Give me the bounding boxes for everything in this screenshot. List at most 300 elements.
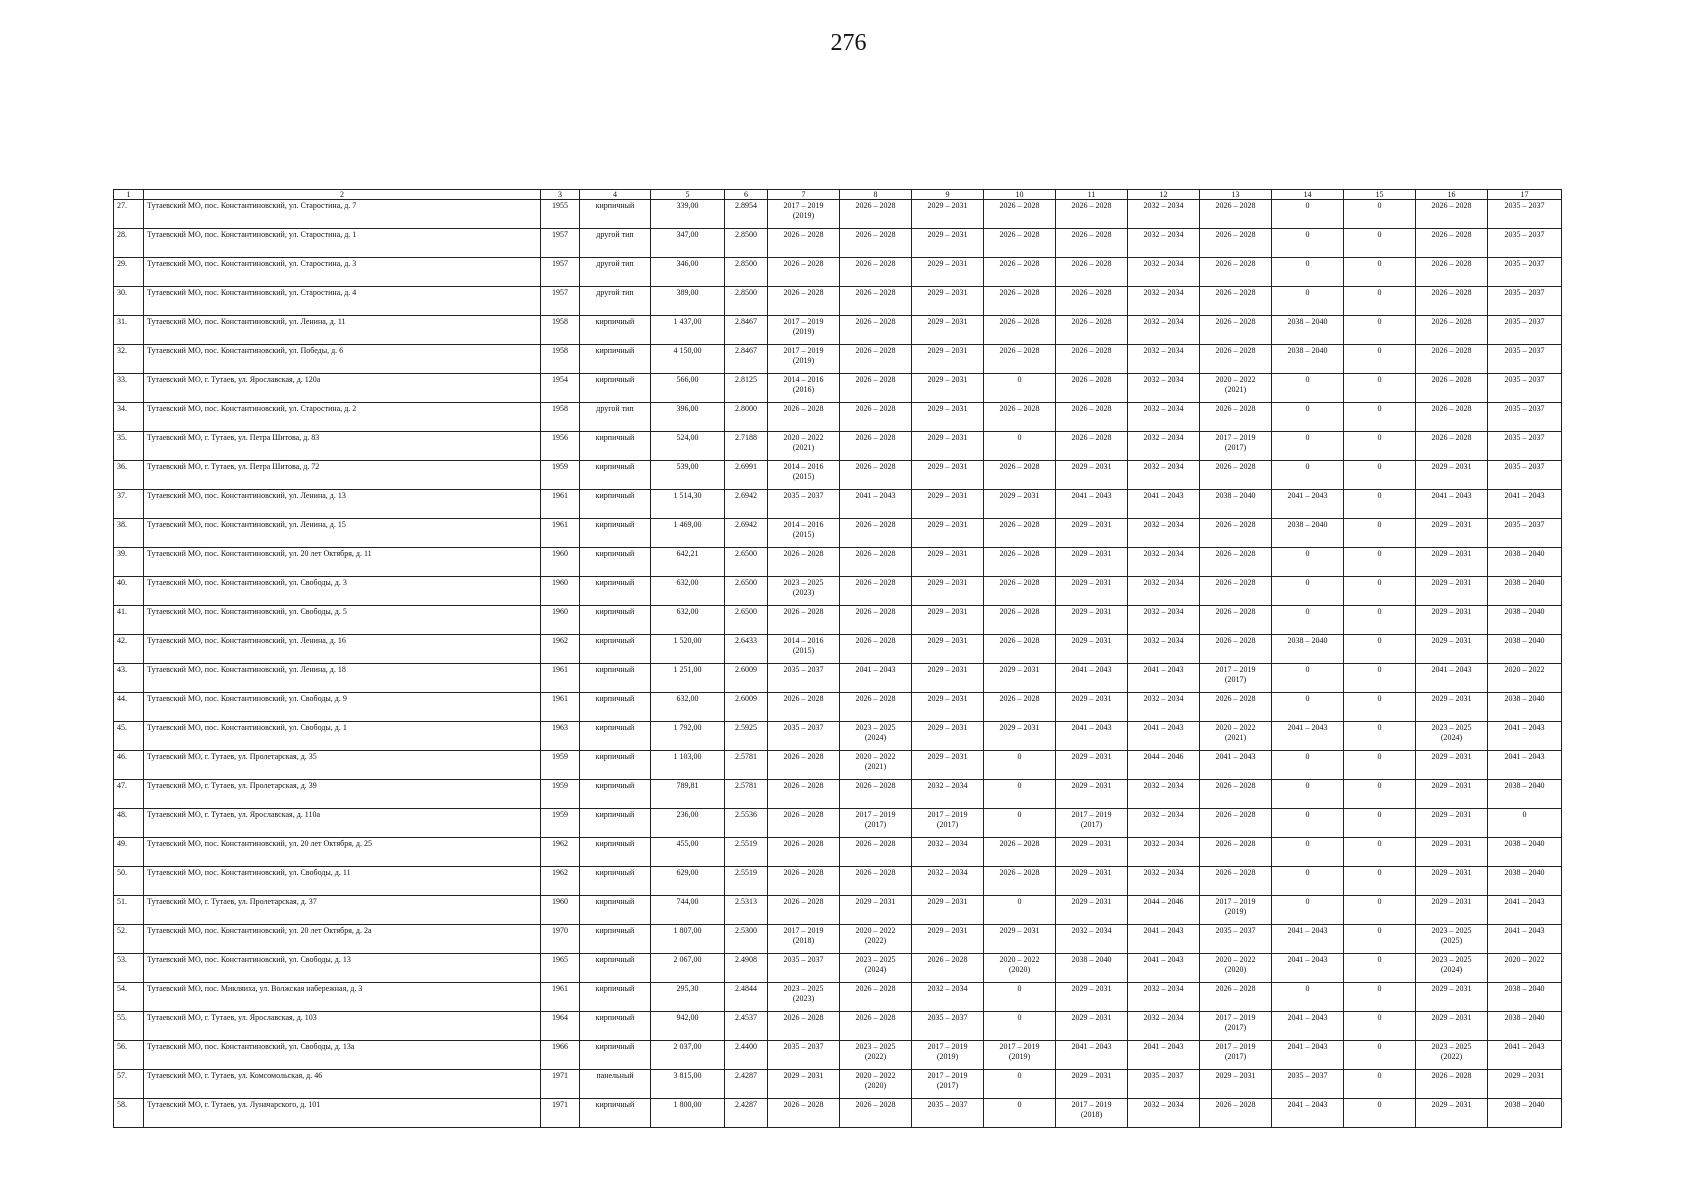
table-cell: 2026 – 2028 bbox=[1416, 287, 1488, 316]
table-cell: 2.6500 bbox=[725, 606, 768, 635]
table-cell: 2026 – 2028 bbox=[840, 403, 912, 432]
table-cell: 2041 – 2043 bbox=[1416, 490, 1488, 519]
table-cell: 2032 – 2034 bbox=[1128, 1012, 1200, 1041]
table-cell: 1 520,00 bbox=[651, 635, 725, 664]
table-cell: 2026 – 2028 bbox=[840, 432, 912, 461]
table-cell: 2026 – 2028 bbox=[840, 693, 912, 722]
table-cell: 0 bbox=[984, 983, 1056, 1012]
table-cell: 0 bbox=[1272, 229, 1344, 258]
table-cell: кирпичный bbox=[580, 867, 651, 896]
table-cell: 2032 – 2034 bbox=[1128, 432, 1200, 461]
table-cell: 2032 – 2034 bbox=[1128, 867, 1200, 896]
table-cell: 566,00 bbox=[651, 374, 725, 403]
table-row bbox=[114, 374, 1562, 403]
table-cell: другой тип bbox=[580, 403, 651, 432]
table-cell: 1971 bbox=[541, 1070, 580, 1099]
table-cell: 0 bbox=[1344, 954, 1416, 983]
table-cell: кирпичный bbox=[580, 838, 651, 867]
table-cell: 2032 – 2034 bbox=[1056, 925, 1128, 954]
table-cell: 2035 – 2037 bbox=[768, 722, 840, 751]
table-cell: 2041 – 2043 bbox=[1488, 751, 1562, 780]
table-cell: 2038 – 2040 bbox=[1488, 693, 1562, 722]
table-cell: 0 bbox=[1272, 461, 1344, 490]
table-cell: 2032 – 2034 bbox=[1128, 258, 1200, 287]
table-cell: 0 bbox=[1344, 287, 1416, 316]
page-number: 276 bbox=[830, 30, 867, 56]
table-cell: 2020 – 2022 (2021) bbox=[840, 751, 912, 780]
table-cell: 2038 – 2040 bbox=[1488, 548, 1562, 577]
table-cell: 2026 – 2028 bbox=[1200, 548, 1272, 577]
table-cell: 0 bbox=[1272, 577, 1344, 606]
table-cell: 2029 – 2031 bbox=[1056, 751, 1128, 780]
table-cell: 2041 – 2043 bbox=[840, 664, 912, 693]
table-cell: 2026 – 2028 bbox=[840, 548, 912, 577]
row-number-cell: 37. bbox=[114, 490, 144, 519]
table-cell: 2035 – 2037 bbox=[768, 664, 840, 693]
table-cell: 2029 – 2031 bbox=[912, 722, 984, 751]
table-cell: 2026 – 2028 bbox=[1416, 200, 1488, 229]
table-cell: 2029 – 2031 bbox=[1416, 461, 1488, 490]
address-cell: Тутаевский МО, пос. Константиновский, ул. Свободы, д. 9 bbox=[144, 693, 541, 722]
table-cell: 2026 – 2028 bbox=[840, 983, 912, 1012]
table-cell: 2026 – 2028 bbox=[984, 635, 1056, 664]
table-cell: 2029 – 2031 bbox=[1416, 1012, 1488, 1041]
table-cell: 2035 – 2037 bbox=[1488, 287, 1562, 316]
table-cell: 346,00 bbox=[651, 258, 725, 287]
table-cell: 2041 – 2043 bbox=[1128, 1041, 1200, 1070]
table-cell: 2032 – 2034 bbox=[1128, 838, 1200, 867]
table-cell: 2041 – 2043 bbox=[1128, 722, 1200, 751]
table-cell: 2026 – 2028 bbox=[768, 403, 840, 432]
table-cell: кирпичный bbox=[580, 664, 651, 693]
table-cell: 0 bbox=[984, 1012, 1056, 1041]
table-cell: 2041 – 2043 bbox=[1128, 490, 1200, 519]
table-cell: 2026 – 2028 bbox=[1200, 809, 1272, 838]
table-cell: другой тип bbox=[580, 229, 651, 258]
table-row bbox=[114, 1099, 1562, 1128]
table-cell: 2026 – 2028 bbox=[1200, 780, 1272, 809]
table-cell: 2026 – 2028 bbox=[1200, 345, 1272, 374]
table-cell: 2032 – 2034 bbox=[1128, 316, 1200, 345]
table-cell: кирпичный bbox=[580, 751, 651, 780]
table-cell: 2026 – 2028 bbox=[768, 1012, 840, 1041]
table-cell: 1 800,00 bbox=[651, 1099, 725, 1128]
table-cell: 2026 – 2028 bbox=[768, 1099, 840, 1128]
table-cell: 2.4537 bbox=[725, 1012, 768, 1041]
table-cell: кирпичный bbox=[580, 1099, 651, 1128]
table-cell: 2032 – 2034 bbox=[912, 983, 984, 1012]
table-cell: 0 bbox=[1344, 403, 1416, 432]
row-number-cell: 38. bbox=[114, 519, 144, 548]
address-cell: Тутаевский МО, пос. Константиновский, ул. Свободы, д. 3 bbox=[144, 577, 541, 606]
table-cell: 2026 – 2028 bbox=[840, 838, 912, 867]
table-cell: 1955 bbox=[541, 200, 580, 229]
table-cell: 2014 – 2016 (2015) bbox=[768, 519, 840, 548]
table-cell: 0 bbox=[1272, 548, 1344, 577]
table-cell: 0 bbox=[1272, 664, 1344, 693]
table-cell: 524,00 bbox=[651, 432, 725, 461]
table-cell: 2026 – 2028 bbox=[768, 809, 840, 838]
table-cell: 2032 – 2034 bbox=[912, 867, 984, 896]
table-cell: 0 bbox=[1272, 809, 1344, 838]
row-number-cell: 34. bbox=[114, 403, 144, 432]
row-number-cell: 42. bbox=[114, 635, 144, 664]
table-cell: 2029 – 2031 bbox=[1416, 635, 1488, 664]
table-cell: кирпичный bbox=[580, 374, 651, 403]
table-cell: 2026 – 2028 bbox=[840, 287, 912, 316]
table-cell: 2029 – 2031 bbox=[912, 374, 984, 403]
row-number-cell: 49. bbox=[114, 838, 144, 867]
address-cell: Тутаевский МО, пос. Константиновский, ул. Свободы, д. 13 bbox=[144, 954, 541, 983]
table-cell: 389,00 bbox=[651, 287, 725, 316]
table-cell: 2041 – 2043 bbox=[1056, 490, 1128, 519]
column-header: 4 bbox=[580, 190, 651, 200]
table-cell: 2026 – 2028 bbox=[1200, 867, 1272, 896]
address-cell: Тутаевский МО, г. Тутаев, ул. Пролетарская, д. 35 bbox=[144, 751, 541, 780]
table-row bbox=[114, 345, 1562, 374]
column-header: 5 bbox=[651, 190, 725, 200]
address-cell: Тутаевский МО, г. Тутаев, ул. Комсомольская, д. 46 bbox=[144, 1070, 541, 1099]
table-cell: 2.6433 bbox=[725, 635, 768, 664]
table-cell: 2029 – 2031 bbox=[1416, 519, 1488, 548]
table-cell: 2026 – 2028 bbox=[1200, 693, 1272, 722]
table-cell: 0 bbox=[1344, 896, 1416, 925]
row-number-cell: 48. bbox=[114, 809, 144, 838]
table-cell: 2029 – 2031 bbox=[912, 200, 984, 229]
table-cell: 2014 – 2016 (2015) bbox=[768, 635, 840, 664]
table-cell: 2017 – 2019 (2017) bbox=[912, 1070, 984, 1099]
row-number-cell: 33. bbox=[114, 374, 144, 403]
table-cell: 1957 bbox=[541, 229, 580, 258]
table-cell: кирпичный bbox=[580, 519, 651, 548]
table-cell: 2038 – 2040 bbox=[1488, 1099, 1562, 1128]
table-cell: 0 bbox=[1344, 809, 1416, 838]
table-cell: 2023 – 2025 (2024) bbox=[840, 722, 912, 751]
table-cell: 2041 – 2043 bbox=[1488, 1041, 1562, 1070]
table-cell: 629,00 bbox=[651, 867, 725, 896]
table-row bbox=[114, 664, 1562, 693]
table-cell: 2026 – 2028 bbox=[1056, 229, 1128, 258]
table-row bbox=[114, 258, 1562, 287]
table-cell: 2.6500 bbox=[725, 548, 768, 577]
table-cell: 1 514,30 bbox=[651, 490, 725, 519]
table-cell: 2026 – 2028 bbox=[840, 606, 912, 635]
table-cell: 1958 bbox=[541, 316, 580, 345]
table-cell: 2026 – 2028 bbox=[984, 519, 1056, 548]
table-cell: 2029 – 2031 bbox=[1056, 1012, 1128, 1041]
table-cell: 2035 – 2037 bbox=[912, 1012, 984, 1041]
table-cell: 2041 – 2043 bbox=[1272, 1012, 1344, 1041]
row-number-cell: 36. bbox=[114, 461, 144, 490]
column-header: 16 bbox=[1416, 190, 1488, 200]
table-cell: 0 bbox=[984, 809, 1056, 838]
table-row bbox=[114, 635, 1562, 664]
table-row bbox=[114, 1012, 1562, 1041]
table-cell: 2029 – 2031 bbox=[1056, 867, 1128, 896]
table-cell: 1961 bbox=[541, 519, 580, 548]
table-cell: 2026 – 2028 bbox=[1200, 606, 1272, 635]
column-header: 12 bbox=[1128, 190, 1200, 200]
table-cell: 339,00 bbox=[651, 200, 725, 229]
table-row bbox=[114, 896, 1562, 925]
table-cell: 0 bbox=[1344, 432, 1416, 461]
table-cell: 1954 bbox=[541, 374, 580, 403]
table-row bbox=[114, 432, 1562, 461]
table-cell: 0 bbox=[1488, 809, 1562, 838]
table-cell: 632,00 bbox=[651, 606, 725, 635]
address-cell: Тутаевский МО, пос. Константиновский, ул. Свободы, д. 11 bbox=[144, 867, 541, 896]
table-row bbox=[114, 722, 1562, 751]
table-row bbox=[114, 490, 1562, 519]
table-cell: 2023 – 2025 (2025) bbox=[1416, 925, 1488, 954]
address-cell: Тутаевский МО, г. Тутаев, ул. Пролетарская, д. 39 bbox=[144, 780, 541, 809]
table-cell: 0 bbox=[1272, 780, 1344, 809]
table-cell: кирпичный bbox=[580, 1012, 651, 1041]
address-cell: Тутаевский МО, г. Тутаев, ул. Петра Шитова, д. 72 bbox=[144, 461, 541, 490]
table-cell: 2.5313 bbox=[725, 896, 768, 925]
table-cell: 2044 – 2046 bbox=[1128, 751, 1200, 780]
table-cell: 2041 – 2043 bbox=[1488, 722, 1562, 751]
table-cell: 2029 – 2031 bbox=[912, 548, 984, 577]
table-cell: 0 bbox=[1344, 838, 1416, 867]
column-header: 11 bbox=[1056, 190, 1128, 200]
table-cell: 2032 – 2034 bbox=[1128, 983, 1200, 1012]
table-cell: 2041 – 2043 bbox=[1272, 954, 1344, 983]
row-number-cell: 50. bbox=[114, 867, 144, 896]
table-cell: 2029 – 2031 bbox=[912, 693, 984, 722]
column-header: 13 bbox=[1200, 190, 1272, 200]
table-cell: 2041 – 2043 bbox=[1488, 925, 1562, 954]
table-row bbox=[114, 316, 1562, 345]
row-number-cell: 52. bbox=[114, 925, 144, 954]
table-cell: 0 bbox=[1272, 258, 1344, 287]
table-cell: 2.6991 bbox=[725, 461, 768, 490]
table-cell: 0 bbox=[984, 751, 1056, 780]
table-cell: кирпичный bbox=[580, 548, 651, 577]
table-cell: кирпичный bbox=[580, 490, 651, 519]
table-cell: 2038 – 2040 bbox=[1272, 345, 1344, 374]
table-cell: 2026 – 2028 bbox=[1416, 229, 1488, 258]
table-cell: 2029 – 2031 bbox=[1416, 606, 1488, 635]
table-cell: 2029 – 2031 bbox=[1056, 983, 1128, 1012]
table-cell: 2026 – 2028 bbox=[984, 461, 1056, 490]
table-cell: 2026 – 2028 bbox=[1200, 1099, 1272, 1128]
table-cell: кирпичный bbox=[580, 896, 651, 925]
table-cell: кирпичный bbox=[580, 200, 651, 229]
table-cell: панельный bbox=[580, 1070, 651, 1099]
table-cell: 2026 – 2028 bbox=[768, 867, 840, 896]
table-cell: кирпичный bbox=[580, 345, 651, 374]
table-cell: 2023 – 2025 (2024) bbox=[1416, 954, 1488, 983]
table-cell: 2029 – 2031 bbox=[1056, 635, 1128, 664]
table-cell: 0 bbox=[984, 1099, 1056, 1128]
table-cell: 2029 – 2031 bbox=[912, 606, 984, 635]
table-cell: 2026 – 2028 bbox=[1416, 258, 1488, 287]
table-cell: кирпичный bbox=[580, 693, 651, 722]
table-cell: 2029 – 2031 bbox=[984, 490, 1056, 519]
table-cell: 2026 – 2028 bbox=[984, 606, 1056, 635]
table-cell: 1961 bbox=[541, 983, 580, 1012]
table-cell: 1958 bbox=[541, 345, 580, 374]
table-cell: 2032 – 2034 bbox=[1128, 577, 1200, 606]
column-header: 10 bbox=[984, 190, 1056, 200]
table-cell: 0 bbox=[1344, 780, 1416, 809]
column-header: 7 bbox=[768, 190, 840, 200]
address-cell: Тутаевский МО, пос. Константиновский, ул. 20 лет Октября, д. 11 bbox=[144, 548, 541, 577]
table-cell: 2035 – 2037 bbox=[1488, 519, 1562, 548]
table-cell: 2041 – 2043 bbox=[1488, 896, 1562, 925]
table-row bbox=[114, 693, 1562, 722]
table-cell: 2029 – 2031 bbox=[1416, 751, 1488, 780]
table-cell: 1956 bbox=[541, 432, 580, 461]
table-cell: 2.5300 bbox=[725, 925, 768, 954]
table-cell: 2026 – 2028 bbox=[768, 606, 840, 635]
table-cell: 2026 – 2028 bbox=[840, 229, 912, 258]
table-cell: 1960 bbox=[541, 548, 580, 577]
table-cell: 2026 – 2028 bbox=[768, 693, 840, 722]
housing-schedule-table bbox=[113, 189, 1562, 1128]
table-cell: 2026 – 2028 bbox=[840, 345, 912, 374]
table-cell: 1961 bbox=[541, 490, 580, 519]
table-cell: 2017 – 2019 (2019) bbox=[984, 1041, 1056, 1070]
table-cell: 2026 – 2028 bbox=[1200, 577, 1272, 606]
column-header: 8 bbox=[840, 190, 912, 200]
table-row bbox=[114, 1041, 1562, 1070]
table-cell: другой тип bbox=[580, 287, 651, 316]
table-cell: 2038 – 2040 bbox=[1272, 635, 1344, 664]
table-cell: 2 067,00 bbox=[651, 954, 725, 983]
table-cell: 2020 – 2022 (2020) bbox=[1200, 954, 1272, 983]
table-cell: 2032 – 2034 bbox=[1128, 461, 1200, 490]
table-cell: 2029 – 2031 bbox=[984, 664, 1056, 693]
table-cell: 2029 – 2031 bbox=[1416, 548, 1488, 577]
table-cell: 2035 – 2037 bbox=[1488, 461, 1562, 490]
address-cell: Тутаевский МО, г. Тутаев, ул. Ярославская, д. 120а bbox=[144, 374, 541, 403]
row-number-cell: 54. bbox=[114, 983, 144, 1012]
table-cell: кирпичный bbox=[580, 606, 651, 635]
table-cell: 2038 – 2040 bbox=[1056, 954, 1128, 983]
table-cell: 2032 – 2034 bbox=[1128, 606, 1200, 635]
table-cell: 2029 – 2031 bbox=[1056, 1070, 1128, 1099]
address-cell: Тутаевский МО, пос. Константиновский, ул. Старостина, д. 2 bbox=[144, 403, 541, 432]
address-cell: Тутаевский МО, г. Тутаев, ул. Петра Шитова, д. 83 bbox=[144, 432, 541, 461]
table-cell: 2041 – 2043 bbox=[1128, 925, 1200, 954]
table-cell: 2026 – 2028 bbox=[840, 867, 912, 896]
table-cell: 2026 – 2028 bbox=[1056, 316, 1128, 345]
table-cell: 2029 – 2031 bbox=[912, 635, 984, 664]
row-number-cell: 28. bbox=[114, 229, 144, 258]
table-cell: 1960 bbox=[541, 606, 580, 635]
table-row bbox=[114, 780, 1562, 809]
table-cell: 2026 – 2028 bbox=[840, 635, 912, 664]
table-cell: 2041 – 2043 bbox=[1128, 954, 1200, 983]
table-cell: 1962 bbox=[541, 838, 580, 867]
table-cell: 2029 – 2031 bbox=[1200, 1070, 1272, 1099]
table-cell: 2032 – 2034 bbox=[912, 838, 984, 867]
table-cell: 2035 – 2037 bbox=[1128, 1070, 1200, 1099]
table-cell: 632,00 bbox=[651, 693, 725, 722]
table-cell: 0 bbox=[1344, 925, 1416, 954]
table-cell: 2026 – 2028 bbox=[840, 519, 912, 548]
table-cell: 1958 bbox=[541, 403, 580, 432]
table-cell: 0 bbox=[1272, 432, 1344, 461]
table-row bbox=[114, 606, 1562, 635]
table-row bbox=[114, 548, 1562, 577]
table-cell: 2026 – 2028 bbox=[984, 577, 1056, 606]
table-cell: 2041 – 2043 bbox=[1272, 925, 1344, 954]
row-number-cell: 32. bbox=[114, 345, 144, 374]
table-cell: 2023 – 2025 (2024) bbox=[1416, 722, 1488, 751]
table-cell: 2035 – 2037 bbox=[768, 1041, 840, 1070]
row-number-cell: 45. bbox=[114, 722, 144, 751]
table-cell: 2038 – 2040 bbox=[1488, 983, 1562, 1012]
table-cell: 2029 – 2031 bbox=[912, 577, 984, 606]
table-cell: кирпичный bbox=[580, 925, 651, 954]
table-row bbox=[114, 461, 1562, 490]
table-cell: 1964 bbox=[541, 1012, 580, 1041]
table-row bbox=[114, 751, 1562, 780]
table-cell: 2032 – 2034 bbox=[1128, 635, 1200, 664]
table-cell: 2026 – 2028 bbox=[1416, 374, 1488, 403]
table-cell: 2038 – 2040 bbox=[1200, 490, 1272, 519]
table-cell: 2029 – 2031 bbox=[1056, 577, 1128, 606]
table-cell: 0 bbox=[1344, 374, 1416, 403]
table-row bbox=[114, 519, 1562, 548]
table-cell: 2.4287 bbox=[725, 1070, 768, 1099]
address-cell: Тутаевский МО, пос. Константиновский, ул. Победы, д. 6 bbox=[144, 345, 541, 374]
table-cell: 0 bbox=[1344, 548, 1416, 577]
table-cell: 2026 – 2028 bbox=[840, 374, 912, 403]
table-cell: 0 bbox=[1272, 200, 1344, 229]
table-cell: 744,00 bbox=[651, 896, 725, 925]
table-cell: 2.6009 bbox=[725, 664, 768, 693]
table-cell: кирпичный bbox=[580, 1041, 651, 1070]
table-cell: 1971 bbox=[541, 1099, 580, 1128]
table-cell: 2.6942 bbox=[725, 490, 768, 519]
table-cell: 2.4844 bbox=[725, 983, 768, 1012]
table-cell: 2029 – 2031 bbox=[912, 490, 984, 519]
table-cell: 2026 – 2028 bbox=[912, 954, 984, 983]
table-cell: 2032 – 2034 bbox=[1128, 403, 1200, 432]
table-cell: 2026 – 2028 bbox=[1416, 432, 1488, 461]
table-cell: 2029 – 2031 bbox=[1056, 519, 1128, 548]
table-cell: 1959 bbox=[541, 809, 580, 838]
table-cell: 2.7188 bbox=[725, 432, 768, 461]
table-cell: 2029 – 2031 bbox=[1416, 867, 1488, 896]
table-cell: 2041 – 2043 bbox=[1056, 664, 1128, 693]
table-cell: 0 bbox=[1344, 258, 1416, 287]
table-cell: 0 bbox=[1272, 287, 1344, 316]
table-cell: 2029 – 2031 bbox=[1056, 838, 1128, 867]
table-cell: 2.6500 bbox=[725, 577, 768, 606]
table-cell: 2026 – 2028 bbox=[1056, 374, 1128, 403]
table-cell: 2017 – 2019 (2017) bbox=[840, 809, 912, 838]
table-cell: 2029 – 2031 bbox=[984, 722, 1056, 751]
table-cell: 2017 – 2019 (2018) bbox=[1056, 1099, 1128, 1128]
table-cell: 2029 – 2031 bbox=[912, 519, 984, 548]
address-cell: Тутаевский МО, пос. Константиновский, ул. Свободы, д. 5 bbox=[144, 606, 541, 635]
table-cell: 2.8467 bbox=[725, 316, 768, 345]
table-cell: 0 bbox=[1272, 693, 1344, 722]
table-cell: 2.4400 bbox=[725, 1041, 768, 1070]
table-cell: 2038 – 2040 bbox=[1272, 316, 1344, 345]
table-cell: 2041 – 2043 bbox=[840, 490, 912, 519]
table-cell: 2026 – 2028 bbox=[1200, 635, 1272, 664]
table-cell: 2020 – 2022 (2020) bbox=[984, 954, 1056, 983]
table-cell: 2026 – 2028 bbox=[768, 751, 840, 780]
table-cell: 2029 – 2031 bbox=[1416, 577, 1488, 606]
table-cell: 2026 – 2028 bbox=[1200, 229, 1272, 258]
